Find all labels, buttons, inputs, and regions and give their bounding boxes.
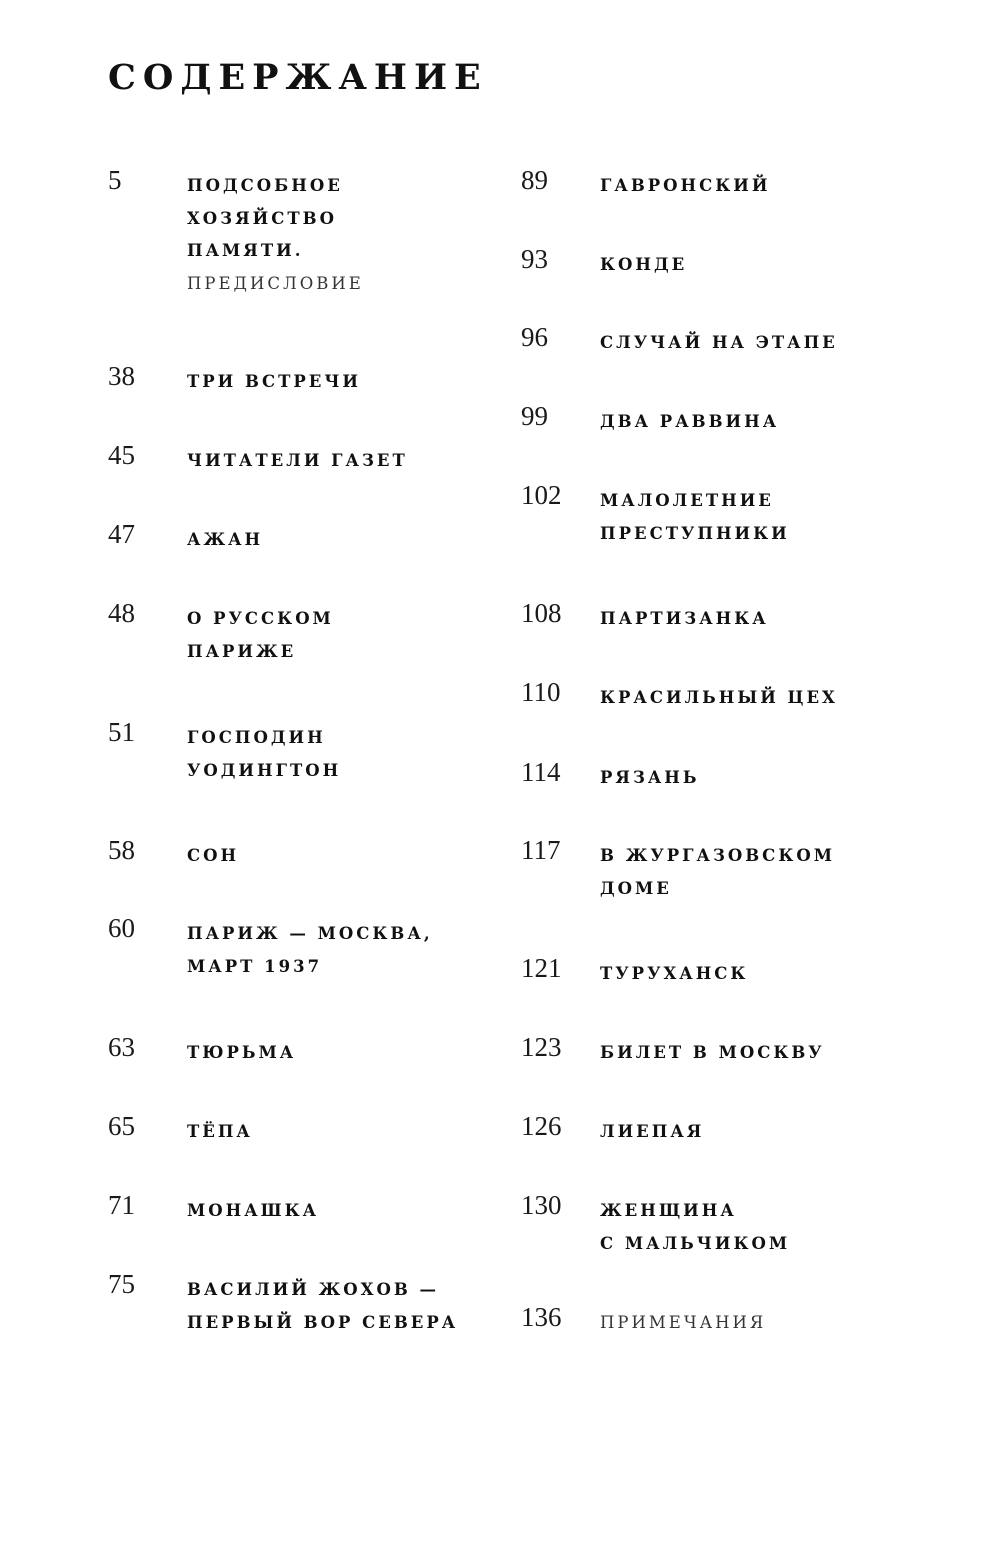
toc-page-number: 65 — [108, 1111, 135, 1141]
toc-title-line: ПАРТИЗАНКА — [600, 609, 769, 628]
toc-page-number: 75 — [108, 1269, 135, 1299]
toc-entry-title — [600, 762, 700, 795]
toc-entry-title — [187, 1037, 296, 1070]
toc-entry-title — [600, 327, 838, 360]
toc-page-number: 108 — [521, 598, 562, 628]
toc-title-line: ПАРИЖЕ — [187, 641, 297, 661]
toc-entry-title — [187, 722, 341, 787]
toc-title-line: ЧИТАТЕЛИ ГАЗЕТ — [187, 451, 408, 470]
toc-page-number: 89 — [521, 165, 548, 195]
toc-title-line: О РУССКОМ — [187, 609, 334, 628]
toc-title-line: СЛУЧАЙ НА ЭТАПЕ — [600, 333, 838, 352]
toc-page-number: 51 — [108, 717, 135, 747]
toc-entry-title — [600, 406, 779, 439]
toc-page-number: 99 — [521, 401, 548, 431]
toc-entry-title — [187, 366, 361, 399]
toc-entry-title — [187, 918, 433, 983]
toc-entry-title — [600, 958, 748, 991]
toc-entry-title — [187, 524, 263, 557]
toc-page-number: 130 — [521, 1190, 562, 1220]
toc-title-line: ЛИЕПАЯ — [600, 1122, 705, 1141]
toc-entry-title — [187, 445, 408, 478]
toc-title-line: ТЮРЬМА — [187, 1043, 297, 1062]
toc-entry-title — [187, 840, 239, 873]
toc-page-number: 38 — [108, 361, 135, 391]
toc-page-number: 126 — [521, 1111, 562, 1141]
toc-title-line: КРАСИЛЬНЫЙ ЦЕХ — [600, 688, 838, 707]
toc-page-number: 114 — [521, 757, 561, 787]
toc-title-line: АЖАН — [187, 530, 264, 549]
toc-title-line: ПРЕСТУПНИКИ — [600, 523, 790, 543]
toc-page-number: 110 — [521, 677, 561, 707]
toc-entry-title — [600, 682, 838, 715]
toc-title-line: С МАЛЬЧИКОМ — [600, 1233, 791, 1253]
toc-entry-title — [600, 603, 769, 636]
toc-title-line: ПАМЯТИ. — [187, 241, 304, 260]
toc-page-number: 45 — [108, 440, 135, 470]
toc-entry-title — [187, 1116, 253, 1149]
toc-title-line: ДОМЕ — [600, 878, 672, 898]
toc-page-number: 123 — [521, 1032, 562, 1062]
toc-title-line: ВАСИЛИЙ ЖОХОВ — — [187, 1280, 440, 1299]
toc-entry-title — [600, 840, 835, 905]
toc-page-number: 93 — [521, 244, 548, 274]
toc-title-line: ДВА РАВВИНА — [600, 412, 780, 431]
toc-title-line: БИЛЕТ В МОСКВУ — [600, 1043, 825, 1062]
toc-page-number: 48 — [108, 598, 135, 628]
toc-entry-title — [187, 1274, 458, 1339]
toc-page-number: 121 — [521, 953, 562, 983]
toc-entry-title — [600, 485, 790, 550]
toc-title-line: ТРИ ВСТРЕЧИ — [187, 372, 362, 391]
toc-title-line: МАРТ 1937 — [187, 956, 323, 976]
toc-title-line: ХОЗЯЙСТВО — [187, 208, 337, 228]
toc-page-number: 47 — [108, 519, 135, 549]
toc-page-number: 117 — [521, 835, 561, 865]
toc-title-line: ПОДСОБНОЕ — [187, 176, 343, 195]
toc-title-line: РЯЗАНЬ — [600, 768, 700, 787]
toc-subtitle: ПРИМЕЧАНИЯ — [600, 1313, 767, 1332]
toc-entry-title — [600, 1307, 766, 1340]
toc-title-line: СОН — [187, 846, 240, 865]
toc-page-number: 5 — [108, 165, 122, 195]
toc-entry-title — [187, 603, 334, 668]
toc-entry-title — [600, 249, 687, 282]
toc-entry-title — [600, 1037, 825, 1070]
toc-entry-title — [187, 1195, 319, 1228]
toc-page-number: 60 — [108, 913, 135, 943]
toc-page-number: 63 — [108, 1032, 135, 1062]
toc-entry-title — [600, 1195, 790, 1260]
toc-title-line: МАЛОЛЕТНИЕ — [600, 491, 774, 510]
toc-title-line: ТЁПА — [187, 1122, 253, 1141]
toc-subtitle: ПРЕДИСЛОВИЕ — [187, 273, 364, 293]
toc-title-line: ЖЕНЩИНА — [600, 1201, 737, 1220]
toc-page-number: 71 — [108, 1190, 135, 1220]
toc-page-number: 96 — [521, 322, 548, 352]
toc-title-line: УОДИНГТОН — [187, 760, 342, 780]
toc-page-number: 136 — [521, 1302, 562, 1332]
toc-title-line: ПЕРВЫЙ ВОР СЕВЕРА — [187, 1312, 459, 1332]
toc-title-line: ПАРИЖ — МОСКВА, — [187, 924, 433, 943]
toc-entry-title — [600, 170, 770, 203]
toc-title-line: В ЖУРГАЗОВСКОМ — [600, 846, 835, 865]
toc-title-line: КОНДЕ — [600, 255, 688, 274]
toc-page-number: 102 — [521, 480, 562, 510]
toc-title-line: ГОСПОДИН — [187, 728, 326, 747]
toc-entry-title — [600, 1116, 704, 1149]
toc-page-number: 58 — [108, 835, 135, 865]
toc-title-line: ГАВРОНСКИЙ — [600, 176, 771, 195]
toc-title-line: ТУРУХАНСК — [600, 964, 749, 983]
toc-entry-title — [187, 170, 364, 300]
toc-heading: СОДЕРЖАНИЕ — [108, 57, 488, 98]
toc-title-line: МОНАШКА — [187, 1201, 320, 1220]
